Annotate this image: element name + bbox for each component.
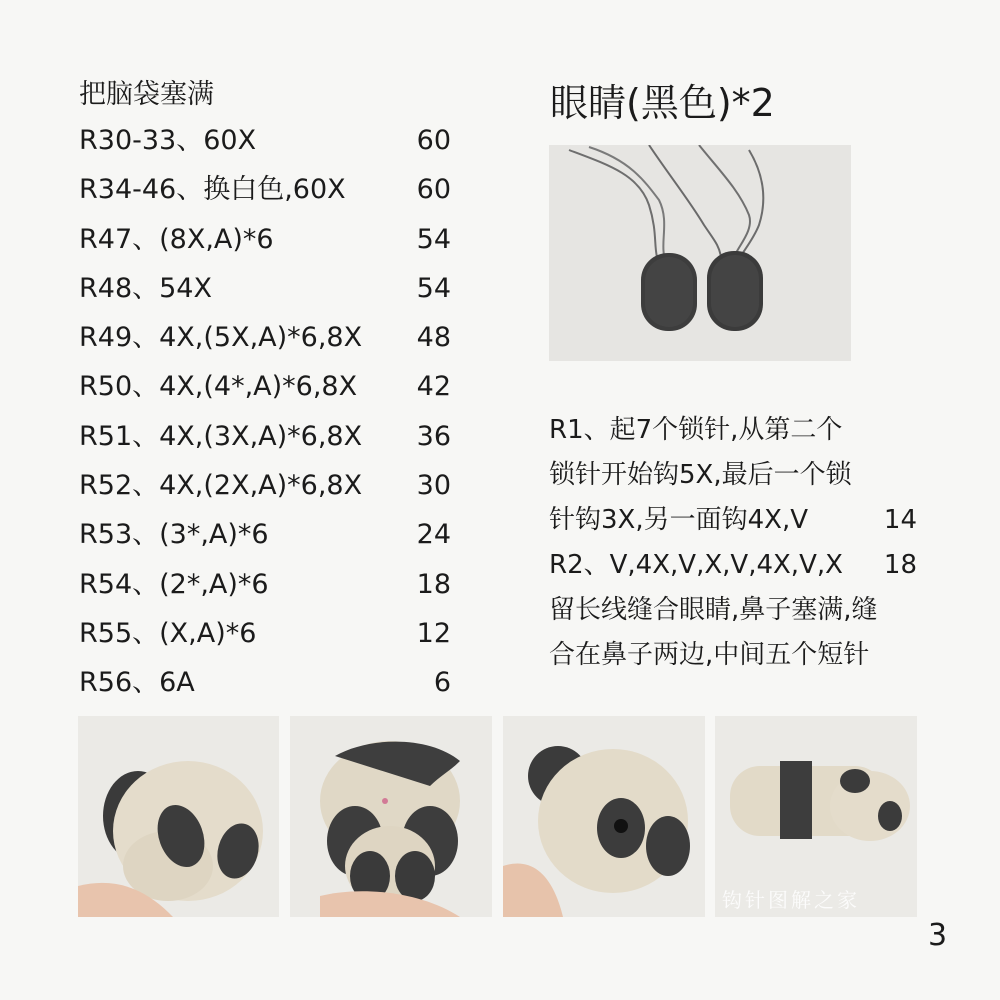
stitch-count: 14 bbox=[883, 505, 917, 535]
round-row bbox=[79, 663, 459, 712]
round-row bbox=[79, 170, 459, 219]
stitch-count: 60 bbox=[416, 174, 451, 206]
round-step: R51、4X,(3X,A)*6,8X bbox=[79, 420, 363, 452]
stitch-count: 36 bbox=[416, 420, 451, 452]
instruction-line bbox=[549, 590, 929, 635]
watermark: 钩针图解之家 bbox=[722, 888, 860, 912]
instruction-text: 锁针开始钩5X,最后一个锁 bbox=[549, 460, 852, 490]
round-row bbox=[79, 367, 459, 416]
round-row bbox=[79, 121, 459, 170]
section-title: 把脑袋塞满 bbox=[79, 79, 214, 110]
round-step: R50、4X,(4*,A)*6,8X bbox=[79, 371, 358, 403]
stitch-count: 24 bbox=[416, 519, 451, 551]
eyes-photo bbox=[549, 145, 851, 361]
round-step: R47、(8X,A)*6 bbox=[79, 223, 274, 255]
instruction-line bbox=[549, 635, 929, 680]
round-step: R49、4X,(5X,A)*6,8X bbox=[79, 322, 363, 354]
round-step: R53、(3*,A)*6 bbox=[79, 519, 269, 551]
stitch-count: 48 bbox=[416, 322, 451, 354]
instruction-text: R1、起7个锁针,从第二个 bbox=[549, 415, 843, 445]
round-row bbox=[79, 220, 459, 269]
round-step: R52、4X,(2X,A)*6,8X bbox=[79, 470, 363, 502]
round-row bbox=[79, 614, 459, 663]
round-row bbox=[79, 318, 459, 367]
round-row bbox=[79, 565, 459, 614]
instruction-line bbox=[549, 500, 929, 545]
round-row bbox=[79, 417, 459, 466]
stitch-count: 30 bbox=[416, 470, 451, 502]
eyes-instructions bbox=[549, 410, 929, 680]
round-step: R55、(X,A)*6 bbox=[79, 617, 257, 649]
panda-head-photo-3 bbox=[503, 716, 705, 917]
round-row bbox=[79, 466, 459, 515]
round-row bbox=[79, 269, 459, 318]
stitch-count: 6 bbox=[433, 667, 451, 699]
instruction-text: R2、V,4X,V,X,V,4X,V,X bbox=[549, 550, 843, 580]
stitch-count: 60 bbox=[416, 125, 451, 156]
round-step: R56、6A bbox=[79, 667, 195, 699]
panda-head-photo-1 bbox=[78, 716, 279, 917]
round-step: R34-46、换白色,60X bbox=[79, 174, 346, 206]
round-step: R54、(2*,A)*6 bbox=[79, 568, 269, 600]
round-step: R30-33、60X bbox=[79, 125, 257, 156]
round-list bbox=[79, 121, 459, 713]
stitch-count: 42 bbox=[416, 371, 451, 403]
instruction-line bbox=[549, 410, 929, 455]
round-row bbox=[79, 515, 459, 564]
stitch-count: 54 bbox=[416, 223, 451, 255]
stitch-count: 12 bbox=[416, 617, 451, 649]
stitch-count: 18 bbox=[883, 550, 917, 580]
stitch-count: 18 bbox=[416, 568, 451, 600]
eyes-title: 眼睛(黑色)*2 bbox=[550, 81, 775, 125]
instruction-text: 合在鼻子两边,中间五个短针 bbox=[549, 640, 870, 670]
instruction-text: 针钩3X,另一面钩4X,V bbox=[549, 505, 809, 535]
instruction-text: 留长线缝合眼睛,鼻子塞满,缝 bbox=[549, 595, 878, 625]
instruction-line bbox=[549, 545, 929, 590]
stitch-count: 54 bbox=[416, 272, 451, 304]
instruction-line bbox=[549, 455, 929, 500]
page-number: 3 bbox=[928, 918, 948, 953]
panda-head-photo-2 bbox=[290, 716, 492, 917]
round-step: R48、54X bbox=[79, 272, 212, 304]
